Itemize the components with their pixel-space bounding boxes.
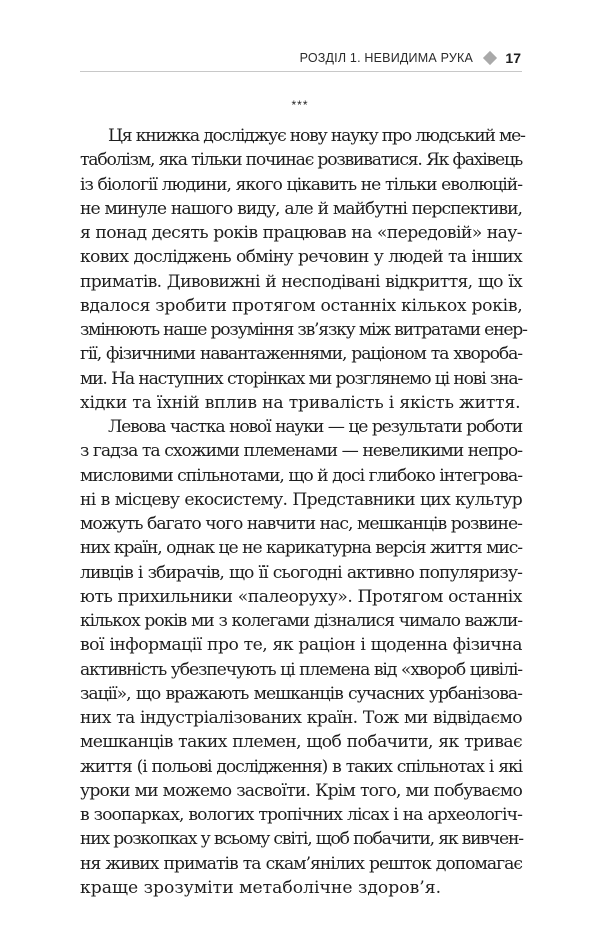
text-line: уроки ми можемо засвоїти. Крім того, ми побуваємо (80, 780, 522, 801)
text-line: них країн, однак це не карикатурна версія життя мис- (80, 538, 522, 559)
text-line: зації», що вражають мешканців сучасних урбанізова- (80, 683, 522, 704)
text-line: ють прихильники «палеоруху». Протягом останніх (80, 586, 522, 607)
paragraph (80, 124, 527, 415)
text-line: ні в місцеву екосистему. Представники цих культур (80, 489, 522, 510)
text-line: активність убезпечують ці племена від «хвороб цивілі- (80, 659, 522, 680)
section-separator: *** (291, 98, 309, 112)
paragraph (80, 415, 522, 900)
page-number: 17 (505, 50, 521, 66)
text-line: вої інформації про те, як раціон і щоденна фізична (80, 635, 522, 656)
diamond-icon (483, 51, 497, 65)
running-head (80, 50, 522, 72)
text-line: краще зрозуміти метаболічне здоров’я. (80, 877, 442, 898)
text-line: вдалося зробити протягом останніх кількох років, (80, 295, 523, 316)
text-line: ми. На наступних сторінках ми розглянемо ці нові зна- (80, 368, 522, 389)
text-line: я понад десять років працював на «передовій» нау- (80, 223, 522, 243)
text-line: можуть багато чого навчити нас, мешканців розвине- (80, 514, 522, 534)
text-line: гії, фізичними навантаженнями, раціоном та хвороба- (80, 344, 522, 365)
text-line: життя (і польові дослідження) в таких спільнотах і які (80, 756, 522, 777)
text-line: мисловими спільнотами, що й досі глибоко інтегрова- (80, 465, 522, 486)
text-line: Левова частка нової науки — це результати роботи (108, 417, 522, 437)
text-line: них розкопках у всьому світі, щоб побачити, як вивчен- (80, 829, 523, 850)
text-line: ливців і збирачів, що її сьогодні активно популяризу- (80, 562, 522, 583)
running-head-title: РОЗДІЛ 1. НЕВИДИМА РУКА (299, 51, 473, 65)
text-line: хідки та їхній вплив на тривалість і якість життя. (80, 392, 521, 413)
text-line: мешканців таких племен, щоб побачити, як триває (80, 732, 522, 753)
text-line: ня живих приматів та скам’янілих решток допомагає (80, 853, 522, 874)
text-line: із біології людини, якого цікавить не тільки еволюцій- (80, 174, 522, 195)
text-line: них та індустріалізованих країн. Тож ми відвідаємо (80, 708, 522, 728)
text-line: не минуле нашого виду, але й майбутні перспективи, (80, 198, 522, 219)
body-text (80, 124, 527, 900)
text-line: Ця книжка досліджує нову науку про людський ме- (108, 126, 525, 146)
text-line: таболізм, яка тільки починає розвиватися. Як фахівець (80, 150, 522, 171)
header-rule (80, 71, 522, 72)
text-line: змінюють наше розуміння зв’язку між витратами енер- (80, 320, 527, 340)
text-line: приматів. Дивовижні й несподівані відкриття, що їх (80, 271, 522, 292)
text-line: кових досліджень обміну речовин у людей та інших (80, 247, 522, 268)
text-line: з гадза та схожими племенами — невеликими непро- (80, 441, 522, 462)
text-line: кількох років ми з колегами дізналися чимало важли- (80, 611, 522, 631)
text-line: в зоопарках, вологих тропічних лісах і на археологіч- (80, 805, 522, 825)
